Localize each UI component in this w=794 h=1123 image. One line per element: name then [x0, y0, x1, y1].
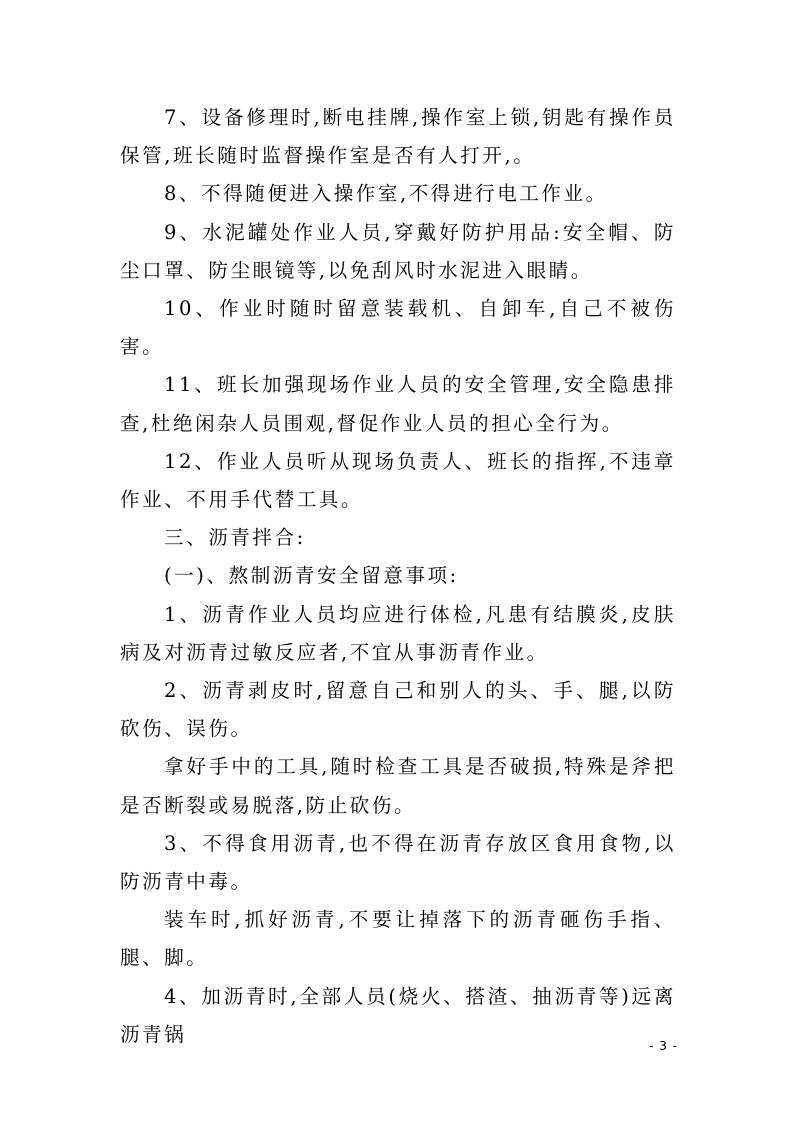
subsection-heading-asphalt-boiling: (一)、熬制沥青安全留意事项: [164, 564, 459, 588]
paragraph-item-10: 10、作业时随时留意装载机、自卸车,自己不被伤害。 [120, 297, 676, 359]
paragraph-asphalt-2: 2、沥青剥皮时,留意自己和别人的头、手、腿,以防砍伤、误伤。 [120, 679, 676, 741]
paragraph-item-9: 9、水泥罐处作业人员,穿戴好防护用品:安全帽、防尘口罩、防尘眼镜等,以免刮风时水泥进入眼睛。 [120, 220, 676, 282]
paragraph-asphalt-3: 3、不得食用沥青,也不得在沥青存放区食用食物,以防沥青中毒。 [120, 831, 676, 894]
paragraph-tool-check: 拿好手中的工具,随时检查工具是否破损,特殊是斧把是否断裂或易脱落,防止砍伤。 [120, 755, 676, 817]
section-heading-asphalt-mixing: 三、沥青拌合: [164, 526, 306, 550]
paragraph-item-7: 7、设备修理时,断电挂牌,操作室上锁,钥匙有操作员保管,班长随时监督操作室是否有人打开,。 [120, 106, 676, 168]
paragraph-item-11: 11、班长加强现场作业人员的安全管理,安全隐患排查,杜绝闲杂人员围观,督促作业人员的担心全行为。 [120, 373, 676, 435]
paragraph-loading: 装车时,抓好沥青,不要让掉落下的沥青砸伤手指、腿、脚。 [120, 908, 676, 970]
paragraph-asphalt-4: 4、加沥青时,全部人员(烧火、搭渣、抽沥青等)远离沥青锅 [120, 984, 676, 1046]
paragraph-item-12: 12、作业人员听从现场负责人、班长的指挥,不违章作业、不用手代替工具。 [120, 449, 676, 512]
paragraph-asphalt-1: 1、沥青作业人员均应进行体检,凡患有结膜炎,皮肤病及对沥青过敏反应者,不宜从事沥青作业。 [120, 602, 676, 664]
page-number: - 3 - [649, 1039, 678, 1053]
document-body [120, 99, 676, 1054]
paragraph-item-8: 8、不得随便进入操作室,不得进行电工作业。 [164, 182, 608, 206]
